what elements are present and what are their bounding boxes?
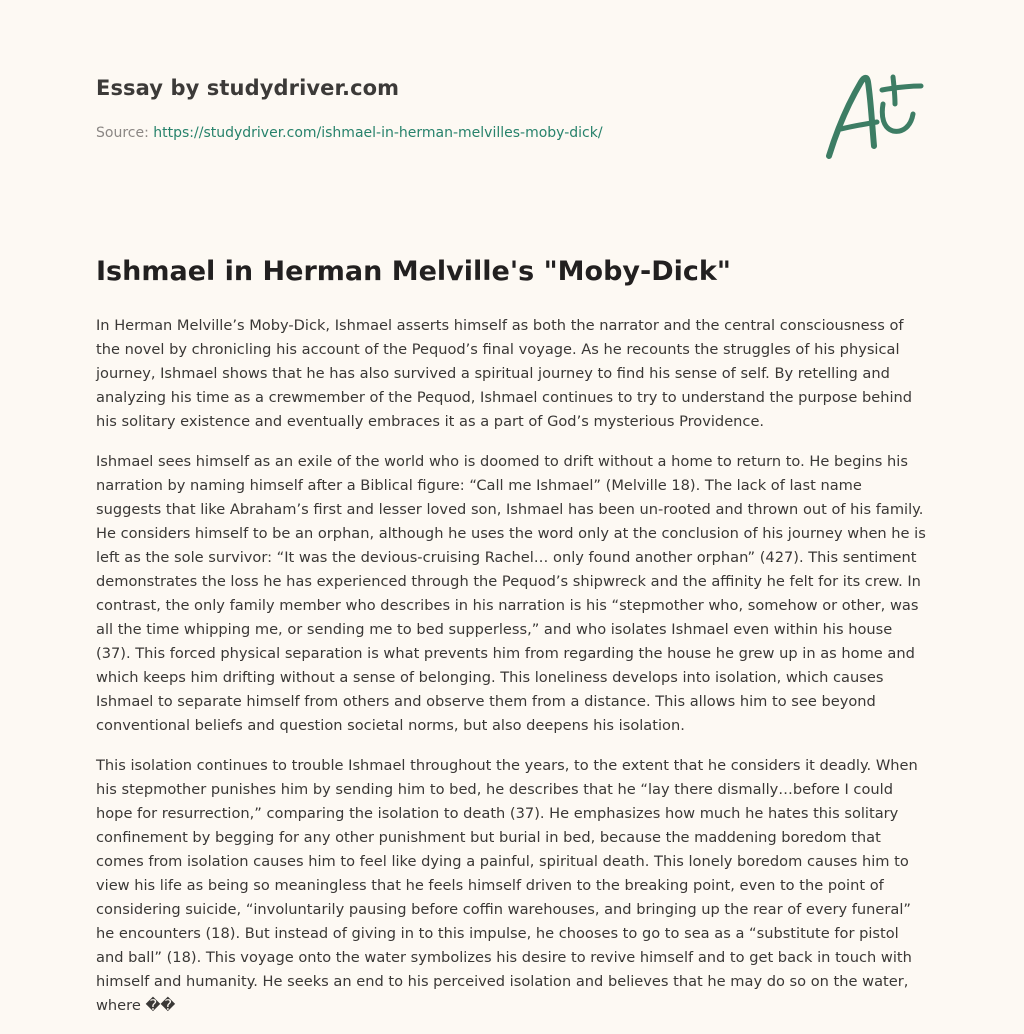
essay-paragraph: This isolation continues to trouble Ishmael throughout the years, to the extent that he considers it deadly. When his stepmother punishes him by sending him to bed, he describes that he “lay there dismally…before I could hope for resurrection,” comparing the isolation to death (37). He emphasizes how much he hates this solitary confinement by begging for any other punishment but burial in bed, because the maddening boredom that comes from isolation causes him to feel like dying a painful, spiritual death. This lonely boredom causes him to view his life as being so meaningless that he feels himself driven to the breaking point, even to the point of considering suicide, “involuntarily pausing before coffin warehouses, and bringing up the rear of every funeral” he encounters (18). But instead of giving in to this impulse, he chooses to go to sea as a “substitute for pistol and ball” (18). This voyage onto the water symbolizes his desire to revive himself and to get back in touch with himself and humanity. He seeks an end to his perceived isolation and believes that he may do so on the water, where �� [96,757,918,1014]
source-label: Source: [96,125,149,141]
site-title: Essay by studydriver.com [96,76,400,100]
a-plus-logo-icon [823,68,927,164]
header [96,74,930,184]
source-line [96,125,603,141]
essay-paragraph: In Herman Melville’s Moby-Dick, Ishmael asserts himself as both the narrator and the central consciousness of the novel by chronicling his account of the Pequod’s final voyage. As he recounts the struggles of his physical journey, Ishmael shows that he has also survived a spiritual journey to find his sense of self. By retelling and analyzing his time as a crewmember of the Pequod, Ishmael continues to try to understand the purpose behind his solitary existence and eventually embraces it as a part of God’s mysterious Providence. [96,317,913,430]
source-link[interactable]: https://studydriver.com/ishmael-in-herman-melvilles-moby-dick/ [153,125,603,141]
essay-paragraph: Ishmael sees himself as an exile of the world who is doomed to drift without a home to return to. He begins his narration by naming himself after a Biblical figure: “Call me Ishmael” (Melville 18). The lack of last name suggests that like Abraham’s first and lesser loved son, Ishmael has been un-rooted and thrown out of his family. He considers himself to be an orphan, although he uses the word only at the conclusion of his journey when he is left as the sole survivor: “It was the devious-cruising Rachel… only found another orphan” (427). This sentiment demonstrates the loss he has experienced through the Pequod’s shipwreck and the affinity he felt for its crew. In contrast, the only family member who describes in his narration is his “stepmother who, somehow or other, was all the time whipping me, or sending me to bed supperless,” and who isolates Ishmael even within his house (37). This forced physical separation is what prevents him from regarding the house he grew up in as home and which keeps him drifting without a sense of belonging. This loneliness develops into isolation, which causes Ishmael to separate himself from others and observe them from a distance. This allows him to see beyond conventional beliefs and question societal norms, but also deepens his isolation. [96,453,926,734]
essay-title: Ishmael in Herman Melville's "Moby-Dick" [96,256,731,287]
essay-body [96,314,930,1034]
